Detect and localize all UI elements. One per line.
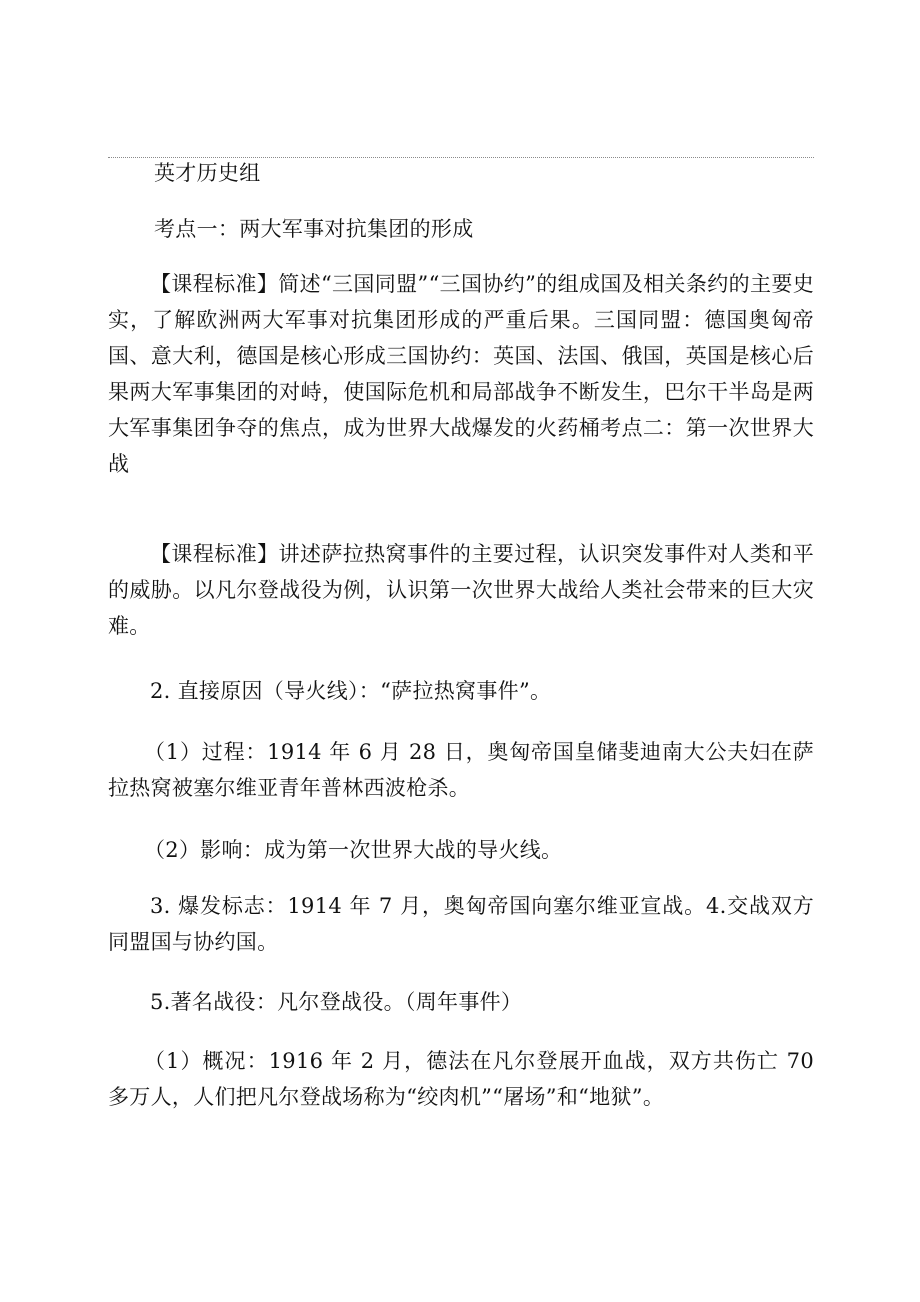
direct-cause-paragraph: 2. 直接原因（导火线）：“萨拉热窝事件”。 (150, 679, 552, 703)
process-paragraph: （1）过程：1914 年 6 月 28 日，奥匈帝国皇储斐迪南大公夫妇在萨拉热窝被塞尔维亚青年普林西波枪杀。 (108, 740, 814, 800)
overview-paragraph: （1）概况：1916 年 2 月，德法在凡尔登展开血战，双方共伤亡 70 多万人，人们把凡尔登战场称为“绞肉机”“屠场”和“地狱”。 (108, 1049, 814, 1109)
topic1-title: 考点一：两大军事对抗集团的形成 (154, 217, 474, 241)
battle-paragraph: 5.著名战役：凡尔登战役。（周年事件） (150, 990, 523, 1014)
topic1-standard-paragraph: 【课程标准】简述“三国同盟”“三国协约”的组成国及相关条约的主要史实，了解欧洲两大军事对抗集团形成的严重后果。三国同盟：德国奥匈帝国、意大利，德国是核心形成三国协约：英国、法国、俄国，英国是核心后果两大军事集团的对峙，使国际危机和局部战争不断发生，巴尔干半岛是两大军事集团争夺的焦点，成为世界大战爆发的火药桶考点二：第一次世界大战 (108, 272, 814, 476)
outbreak-paragraph: 3. 爆发标志：1914 年 7 月，奥匈帝国向塞尔维亚宣战。4.交战双方同盟国与协约国。 (108, 894, 814, 954)
impact-paragraph: （2）影响：成为第一次世界大战的导火线。 (144, 838, 563, 862)
group-label: 英才历史组 (154, 161, 261, 185)
topic2-standard-paragraph: 【课程标准】讲述萨拉热窝事件的主要过程，认识突发事件对人类和平的威胁。以凡尔登战役为例，认识第一次世界大战给人类社会带来的巨大灾难。 (108, 542, 814, 638)
